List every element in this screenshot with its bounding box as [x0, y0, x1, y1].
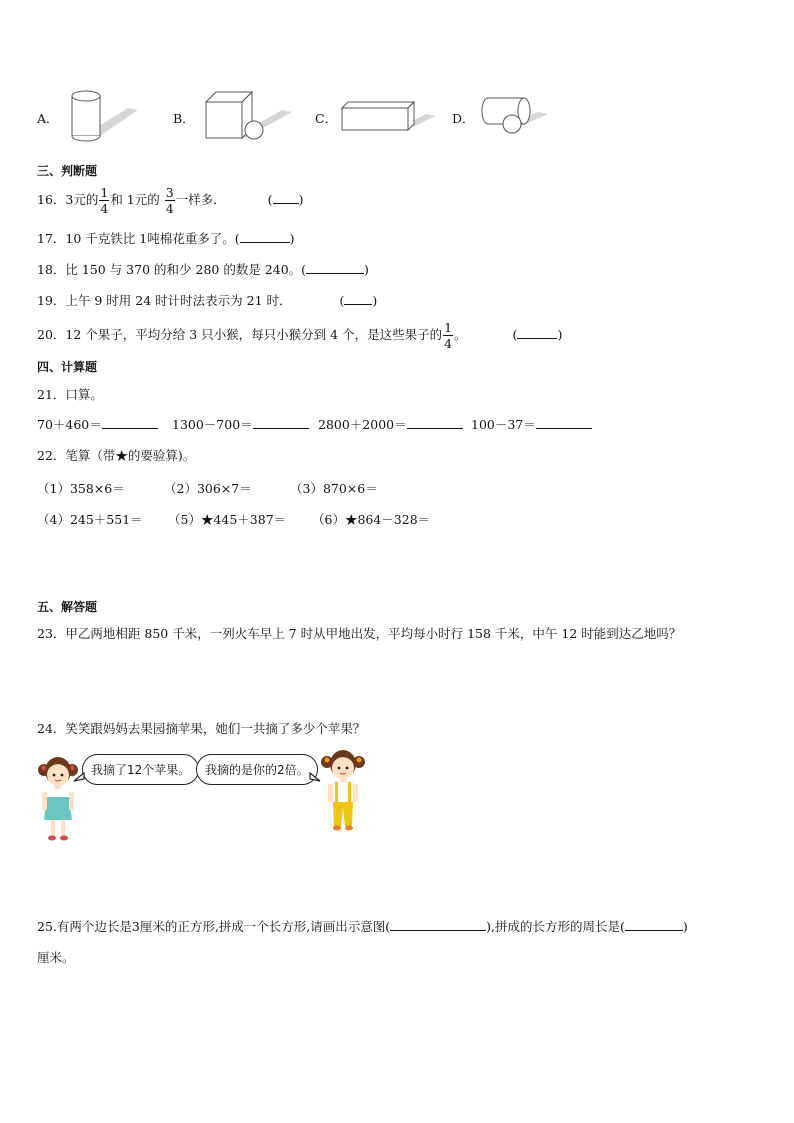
- girl-mom-icon: [320, 742, 366, 834]
- written-calc-5: （5）★445＋387＝: [168, 512, 287, 527]
- written-calc-4: （4）245＋551＝: [37, 512, 143, 527]
- oral-calc-1: [37, 415, 158, 433]
- q25-text-b: ),拼成的长方形的周长是(: [486, 919, 625, 934]
- girl-xiaoxiao-icon: [36, 748, 80, 842]
- option-a-label: A．: [37, 111, 59, 126]
- q16-text-b: 和 1元的: [110, 192, 164, 207]
- oral-calc-2: [172, 415, 309, 433]
- q17-text: 17．10 千克铁比 1吨棉花重多了。(: [37, 231, 240, 246]
- oral-calc-3-text: 2800＋2000＝: [318, 417, 407, 432]
- cuboid-icon: [338, 100, 438, 136]
- q20-fraction: $\frac{1}{4}$: [444, 320, 453, 351]
- q16-fraction-1: $\frac{1}{4}$: [100, 185, 109, 216]
- q16-paren-close: ): [298, 192, 304, 207]
- section-title-calculation: 四、计算题: [37, 360, 98, 374]
- q20-paren-open: (: [512, 327, 518, 342]
- question-19: [37, 291, 377, 309]
- section-title-judgement: 三、判断题: [37, 164, 98, 178]
- question-18: [37, 260, 369, 278]
- oral-calc-4: [471, 415, 592, 433]
- q25-text-c: ): [682, 919, 688, 934]
- q25-perimeter-blank[interactable]: [625, 918, 683, 931]
- lying-cylinder-with-ball-icon: [476, 94, 556, 136]
- q18-paren-close: ): [364, 262, 369, 277]
- oral-calc-3: [318, 415, 463, 433]
- bubble-tail-left: [74, 772, 86, 782]
- question-16: [37, 182, 303, 218]
- q18-answer-blank[interactable]: [306, 261, 364, 274]
- option-d-label: D．: [452, 111, 475, 126]
- question-22: 22．笔算（带★的要验算)。: [37, 448, 196, 463]
- written-calc-3: （3）870×6＝: [290, 481, 378, 496]
- option-b-label: B．: [173, 111, 195, 126]
- question-23: 23．甲乙两地相距 850 千米，一列火车早上 7 时从甲地出发，平均每小时行 158 千米，中午 12 时能到达乙地吗？: [37, 626, 682, 641]
- written-calc-2: （2）306×7＝: [164, 481, 252, 496]
- q16-paren-open: (: [267, 192, 273, 207]
- question-20: [37, 317, 562, 353]
- q16-text-c: 一样多．: [175, 192, 226, 207]
- question-21: 21．口算。: [37, 387, 103, 402]
- oral-calc-1-text: 70＋460＝: [37, 417, 102, 432]
- q17-paren-close: ): [289, 231, 295, 246]
- speech-bubble-xiaoxiao-text: 我摘了12个苹果。: [91, 763, 191, 777]
- cylinder-icon: [60, 88, 140, 140]
- section-title-word-problems: 五、解答题: [37, 600, 98, 614]
- q17-answer-blank[interactable]: [240, 230, 290, 243]
- q20-text: 20．12 个果子，平均分给 3 只小猴，每只小猴分到 4 个，是这些果子的: [37, 327, 443, 342]
- oral-calc-2-blank[interactable]: [253, 416, 309, 429]
- q16-text-a: 16．3元的: [37, 192, 99, 207]
- oral-calc-3-blank[interactable]: [407, 416, 463, 429]
- question-17: [37, 229, 294, 247]
- speech-bubble-xiaoxiao: [82, 754, 199, 785]
- q19-paren-open: (: [339, 293, 345, 308]
- oral-calc-4-text: 100－37＝: [471, 417, 536, 432]
- question-25: [37, 917, 688, 935]
- q20-text-end: 。: [454, 327, 467, 342]
- written-calc-1: （1）358×6＝: [37, 481, 125, 496]
- q25-text-a: 25.有两个边长是3厘米的正方形,拼成一个长方形,请画出示意图(: [37, 919, 391, 934]
- written-calc-6: （6）★864－328＝: [312, 512, 431, 527]
- speech-bubble-mom: [196, 754, 318, 785]
- oral-calc-4-blank[interactable]: [536, 416, 592, 429]
- speech-bubble-mom-text: 我摘的是你的2倍。: [205, 763, 309, 777]
- question-25-unit: 厘米。: [37, 950, 75, 965]
- q20-answer-blank[interactable]: [517, 326, 557, 339]
- oral-calc-1-blank[interactable]: [102, 416, 158, 429]
- q16-answer-blank[interactable]: [273, 191, 299, 204]
- oral-calc-2-text: 1300－700＝: [172, 417, 253, 432]
- q19-paren-close: ): [372, 293, 378, 308]
- option-c-label: C．: [315, 111, 338, 126]
- q19-answer-blank[interactable]: [344, 292, 372, 305]
- q16-fraction-2: $\frac{3}{4}$: [165, 185, 174, 216]
- q20-paren-close: ): [557, 327, 563, 342]
- q19-text: 19．上午 9 时用 24 时计时法表示为 21 时．: [37, 293, 292, 308]
- cube-with-ball-icon: [200, 88, 300, 144]
- question-24: 24．笑笑跟妈妈去果园摘苹果，她们一共摘了多少个苹果？: [37, 721, 366, 736]
- q18-text: 18．比 150 与 370 的和少 280 的数是 240。(: [37, 262, 307, 277]
- q25-sketch-blank[interactable]: [390, 918, 486, 931]
